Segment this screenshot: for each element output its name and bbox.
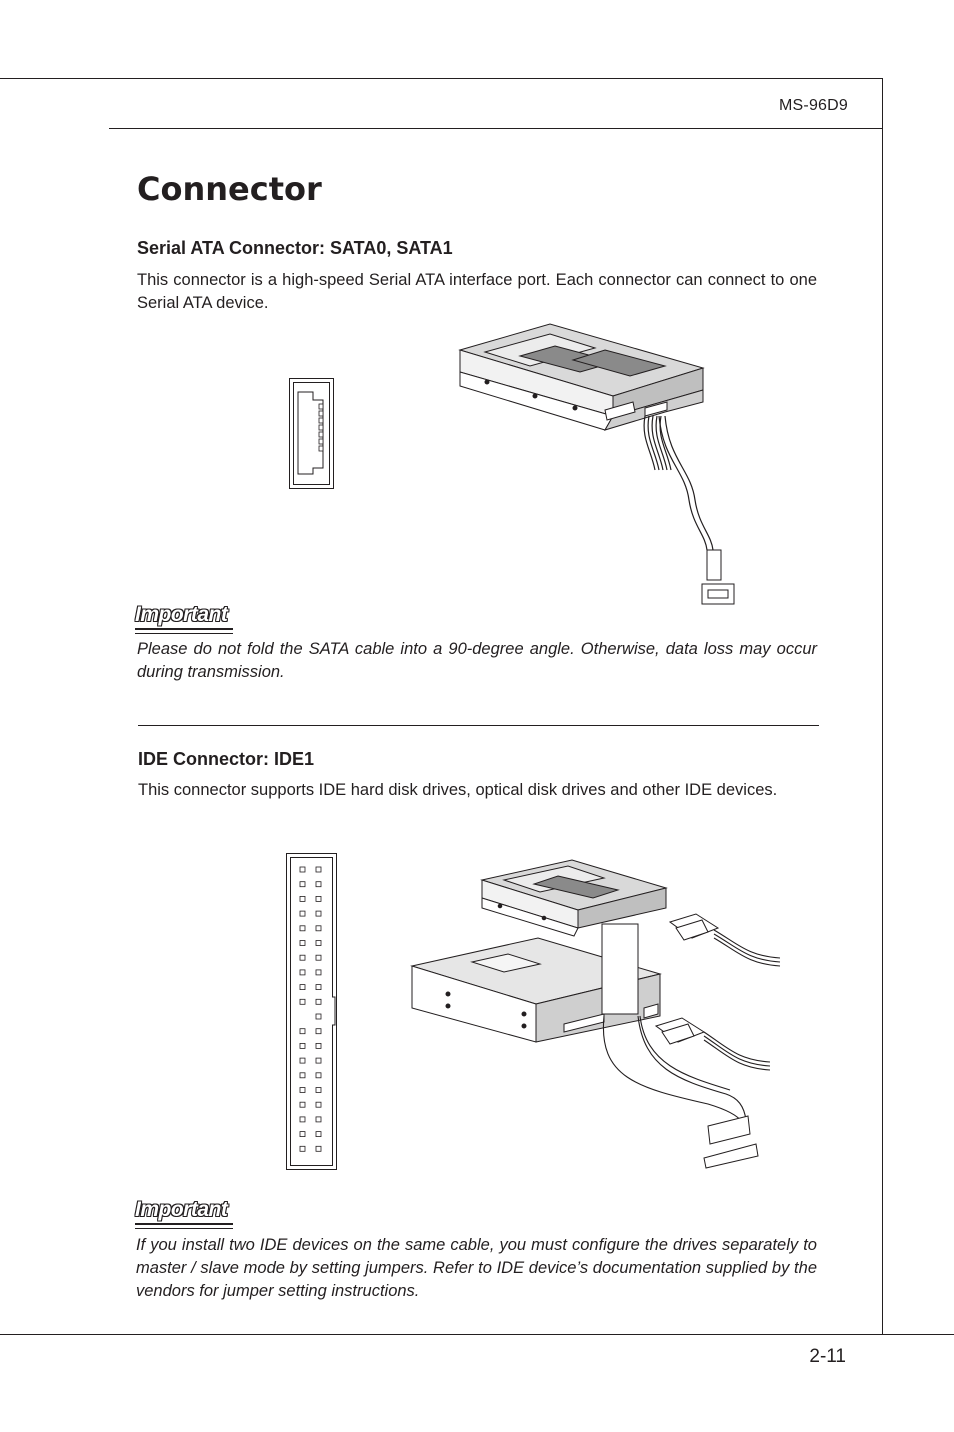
section-divider bbox=[138, 725, 819, 726]
ide-pin bbox=[300, 911, 305, 916]
ide-pin bbox=[316, 955, 321, 960]
ide-pin bbox=[316, 1117, 321, 1122]
ide-pin bbox=[300, 1102, 305, 1107]
model-label: MS-96D9 bbox=[779, 97, 848, 114]
ide-pin bbox=[300, 941, 305, 946]
ide-pin bbox=[316, 1146, 321, 1151]
ide-pin bbox=[316, 941, 321, 946]
ide-pin bbox=[300, 970, 305, 975]
ide-pin bbox=[300, 867, 305, 872]
sata-drive-illustration bbox=[455, 320, 705, 610]
ide-drive-illustration bbox=[408, 858, 788, 1168]
ide-important-underline-thin bbox=[135, 1228, 233, 1229]
ide-pin bbox=[316, 1102, 321, 1107]
ide-pin bbox=[316, 926, 321, 931]
page-number: 2-11 bbox=[809, 1346, 846, 1367]
ide-pin bbox=[300, 896, 305, 901]
ide-important-text: If you install two IDE devices on the same cable, you must configure the drives separately to master / slave mode by setting jumpers. Refer to IDE device’s documentation supplied by the vendors for jumper setting instructions. bbox=[136, 1236, 817, 1300]
header-underline bbox=[109, 128, 883, 129]
ide-pin bbox=[316, 1088, 321, 1093]
sata-important-text: Please do not fold the SATA cable into a 90-degree angle. Otherwise, data loss may occur during transmission. bbox=[137, 640, 817, 681]
ide-pin bbox=[316, 867, 321, 872]
ide-pin bbox=[300, 1029, 305, 1034]
ide-pin bbox=[316, 1029, 321, 1034]
right-rule bbox=[882, 78, 883, 1335]
ide-pin bbox=[316, 896, 321, 901]
ide-pin bbox=[300, 1117, 305, 1122]
ide-pin bbox=[300, 999, 305, 1004]
ide-pin bbox=[300, 882, 305, 887]
ide-pin bbox=[316, 970, 321, 975]
sata-important-underline-thin bbox=[135, 633, 233, 634]
ide-pin bbox=[300, 926, 305, 931]
ide-pin bbox=[316, 1058, 321, 1063]
ide-pin bbox=[316, 999, 321, 1004]
page-title: Connector bbox=[137, 170, 322, 208]
ide-pin bbox=[300, 1088, 305, 1093]
sata-connector-diagram bbox=[289, 378, 335, 490]
ide-pin bbox=[316, 1073, 321, 1078]
sata-important-label: Important bbox=[135, 603, 228, 626]
ide-pin bbox=[316, 985, 321, 990]
ide-pin bbox=[300, 1043, 305, 1048]
sata-description: This connector is a high-speed Serial ATA interface port. Each connector can connect to one Serial ATA device. bbox=[137, 271, 817, 312]
ide-heading: IDE Connector: IDE1 bbox=[138, 749, 315, 769]
ide-pin bbox=[300, 1073, 305, 1078]
sata-heading: Serial ATA Connector: SATA0, SATA1 bbox=[137, 238, 453, 258]
ide-pin bbox=[316, 1043, 321, 1048]
ide-pin bbox=[300, 1132, 305, 1137]
ide-description: This connector supports IDE hard disk drives, optical disk drives and other IDE devices. bbox=[138, 781, 778, 799]
bottom-rule bbox=[0, 1334, 954, 1335]
ide-pin bbox=[316, 1132, 321, 1137]
ide-pin bbox=[300, 955, 305, 960]
ide-pin bbox=[300, 985, 305, 990]
ide-important-underline bbox=[135, 1223, 233, 1225]
sata-important-underline bbox=[135, 628, 233, 630]
ide-important-label: Important bbox=[135, 1198, 228, 1221]
ide-connector-diagram bbox=[286, 853, 338, 1171]
ide-pin bbox=[316, 882, 321, 887]
ide-pin bbox=[316, 911, 321, 916]
ide-pin bbox=[300, 1146, 305, 1151]
ide-pin bbox=[300, 1058, 305, 1063]
top-rule bbox=[0, 78, 883, 79]
ide-pin bbox=[316, 1014, 321, 1019]
